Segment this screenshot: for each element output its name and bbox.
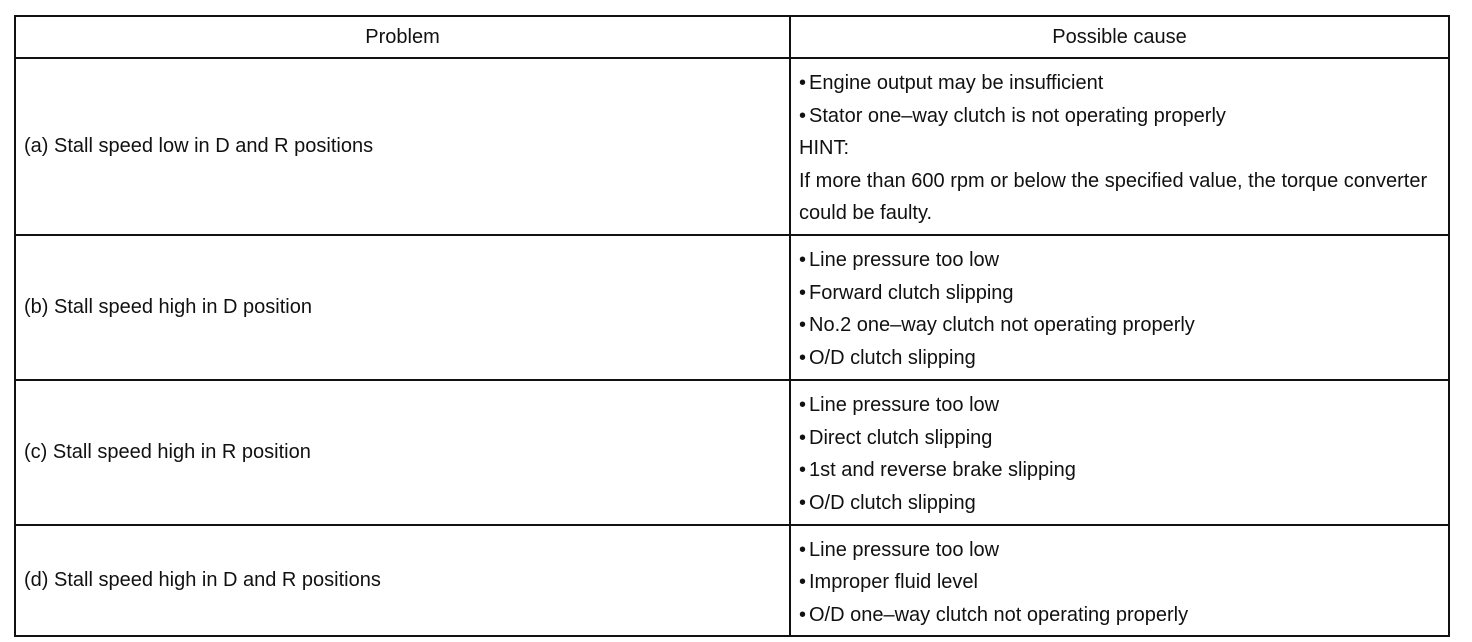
table-header-row xyxy=(15,16,1449,58)
cause-item xyxy=(799,422,1438,455)
table-row xyxy=(15,525,1449,637)
cause-item xyxy=(799,342,1438,375)
cause-text: Stator one–way clutch is not operating properly xyxy=(809,104,1226,127)
cause-text: Direct clutch slipping xyxy=(809,426,993,449)
problem-cell: (b) Stall speed high in D position xyxy=(15,235,790,380)
cause-item xyxy=(799,244,1438,277)
cause-text: Engine output may be insufficient xyxy=(809,72,1104,94)
bullet-icon: • xyxy=(799,249,807,271)
cause-text: No.2 one–way clutch not operating properly xyxy=(809,314,1195,336)
cause-text: Line pressure too low xyxy=(809,538,1000,561)
problem-cell: (d) Stall speed high in D and R positions xyxy=(15,525,790,637)
cause-item xyxy=(799,277,1438,310)
cause-item xyxy=(799,599,1438,632)
cause-item xyxy=(799,100,1438,133)
bullet-icon: • xyxy=(799,346,807,369)
cause-item xyxy=(799,487,1438,520)
bullet-icon: • xyxy=(799,491,807,514)
cause-item xyxy=(799,534,1438,567)
hint-label: HINT: xyxy=(799,137,849,159)
stall-test-table xyxy=(14,15,1450,637)
bullet-icon: • xyxy=(799,459,807,481)
cause-text: Line pressure too low xyxy=(809,394,1000,416)
problem-cell: (c) Stall speed high in R position xyxy=(15,380,790,525)
bullet-icon: • xyxy=(799,394,807,416)
cause-text: 1st and reverse brake slipping xyxy=(809,459,1076,481)
bullet-icon: • xyxy=(799,603,807,626)
cause-cell xyxy=(790,525,1449,637)
cause-item xyxy=(799,67,1438,100)
bullet-icon: • xyxy=(799,538,807,561)
possible-cause-header: Possible cause xyxy=(790,16,1449,58)
cause-cell xyxy=(790,380,1449,525)
cause-cell xyxy=(790,58,1449,235)
cause-text: Forward clutch slipping xyxy=(809,281,1014,304)
bullet-icon: • xyxy=(799,104,807,127)
bullet-icon: • xyxy=(799,281,807,304)
cause-item xyxy=(799,566,1438,599)
bullet-icon: • xyxy=(799,72,807,94)
bullet-icon: • xyxy=(799,571,807,593)
cause-text: O/D clutch slipping xyxy=(809,491,976,514)
cause-item xyxy=(799,389,1438,422)
cause-cell xyxy=(790,235,1449,380)
cause-text: Improper fluid level xyxy=(809,571,978,593)
problem-cell: (a) Stall speed low in D and R positions xyxy=(15,58,790,235)
cause-text: O/D clutch slipping xyxy=(809,346,976,369)
cause-text: Line pressure too low xyxy=(809,249,1000,271)
cause-text: O/D one–way clutch not operating properly xyxy=(809,603,1189,626)
problem-header: Problem xyxy=(15,16,790,58)
cause-item xyxy=(799,454,1438,487)
table-row xyxy=(15,235,1449,380)
table-row xyxy=(15,58,1449,235)
bullet-icon: • xyxy=(799,314,807,336)
table-row xyxy=(15,380,1449,525)
bullet-icon: • xyxy=(799,426,807,449)
hint-text: If more than 600 rpm or below the specified value, the torque converter could be faulty. xyxy=(799,169,1428,224)
cause-item xyxy=(799,309,1438,342)
